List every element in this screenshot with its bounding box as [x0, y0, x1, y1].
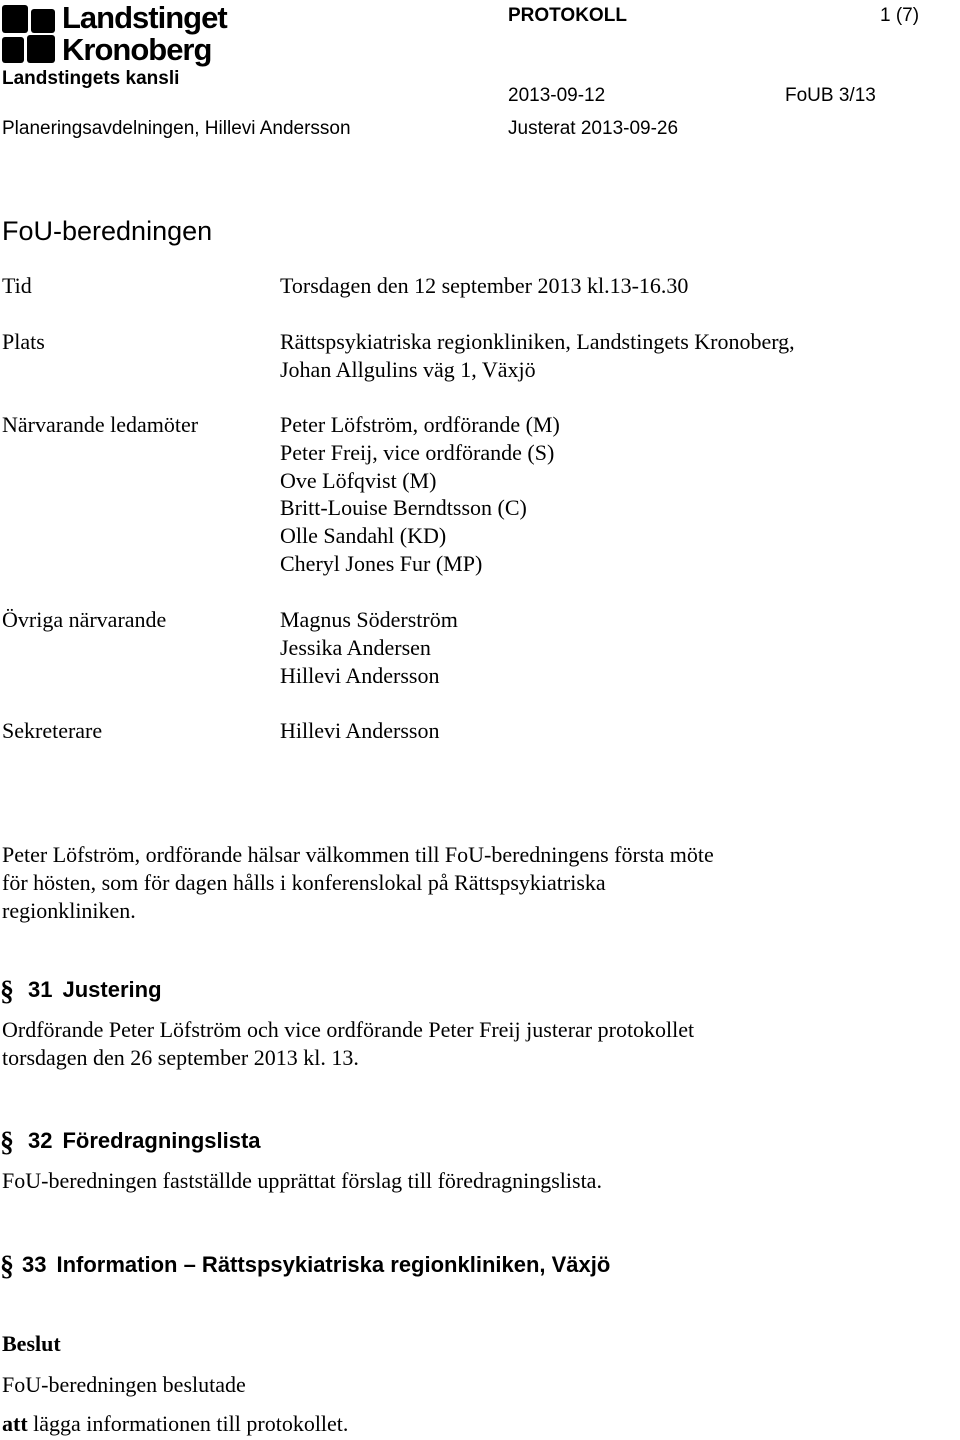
- decision-att: att: [2, 1411, 28, 1436]
- member-item: Ove Löfqvist (M): [280, 467, 437, 493]
- member-item: Cheryl Jones Fur (MP): [280, 550, 483, 576]
- other-attendee: Magnus Söderström: [280, 607, 458, 632]
- place-value: [280, 328, 795, 384]
- section-line: torsdagen den 26 september 2013 kl. 13.: [2, 1044, 359, 1070]
- decision-rest: lägga informationen till protokollet.: [27, 1411, 349, 1436]
- page-title: FoU-beredningen: [2, 216, 213, 246]
- approved-date: Justerat 2013-09-26: [508, 118, 679, 139]
- section-title: Information – Rättspsykiatriska regionkliniken, Växjö: [56, 1252, 611, 1277]
- decision-label: Beslut: [2, 1331, 61, 1356]
- section-sign: §: [0, 976, 14, 1007]
- secretary-value: Hillevi Andersson: [280, 718, 440, 743]
- section-heading-33: [0, 1251, 610, 1283]
- section-heading-32: [0, 1127, 261, 1159]
- logo-text-line2: Kronoberg: [62, 32, 212, 67]
- member-item: Olle Sandahl (KD): [280, 523, 447, 549]
- time-label: Tid: [2, 273, 32, 298]
- others-list: [280, 606, 458, 689]
- other-attendee: Hillevi Andersson: [280, 662, 440, 688]
- landstinget-kronoberg-logo: [2, 2, 242, 66]
- member-item: Britt-Louise Berndtsson (C): [280, 495, 527, 521]
- decision-line: FoU-beredningen beslutade: [2, 1372, 246, 1397]
- logo-text-line1: Landstinget: [62, 0, 227, 35]
- page-indicator: 1 (7): [880, 5, 920, 26]
- other-attendee: Jessika Andersen: [280, 634, 431, 660]
- time-value: Torsdagen den 12 september 2013 kl.13-16.30: [280, 273, 689, 298]
- document-reference: FoUB 3/13: [785, 85, 876, 106]
- intro-line: regionkliniken.: [2, 897, 136, 923]
- place-line: Johan Allgulins väg 1, Växjö: [280, 356, 536, 382]
- section-title: Föredragningslista: [62, 1128, 261, 1153]
- section-line: FoU-beredningen fastställde upprättat förslag till föredragningslista.: [2, 1168, 602, 1193]
- section-body-31: [2, 1016, 694, 1072]
- section-heading-31: [0, 976, 162, 1008]
- section-body-32: [2, 1167, 602, 1195]
- section-line: Ordförande Peter Löfström och vice ordförande Peter Freij justerar protokollet: [2, 1017, 695, 1042]
- intro-paragraph: [2, 841, 714, 924]
- section-number: 31: [28, 977, 53, 1002]
- place-label: Plats: [2, 329, 45, 354]
- members-list: [280, 411, 560, 578]
- decision-text: [2, 1411, 348, 1437]
- secretary-label: Sekreterare: [2, 718, 103, 743]
- document-date: 2013-09-12: [508, 85, 606, 106]
- section-number: 32: [28, 1128, 53, 1153]
- member-item: Peter Löfström, ordförande (M): [280, 412, 560, 437]
- logo-mark-icon: [2, 5, 58, 65]
- others-label: Övriga närvarande: [2, 607, 167, 632]
- intro-line: för hösten, som för dagen hålls i konferenslokal på Rättspsykiatriska: [2, 869, 606, 895]
- section-sign: §: [0, 1127, 14, 1158]
- place-line: Rättspsykiatriska regionkliniken, Landstingets Kronoberg,: [280, 329, 795, 354]
- section-number: 33: [22, 1252, 47, 1277]
- document-type: PROTOKOLL: [508, 5, 627, 26]
- section-title: Justering: [62, 977, 162, 1002]
- member-item: Peter Freij, vice ordförande (S): [280, 439, 555, 465]
- intro-line: Peter Löfström, ordförande hälsar välkommen till FoU-beredningens första möte: [2, 842, 714, 867]
- section-sign: §: [0, 1251, 14, 1282]
- department: Landstingets kansli: [2, 68, 180, 89]
- author-line: Planeringsavdelningen, Hillevi Andersson: [2, 118, 351, 139]
- members-label: Närvarande ledamöter: [2, 412, 199, 437]
